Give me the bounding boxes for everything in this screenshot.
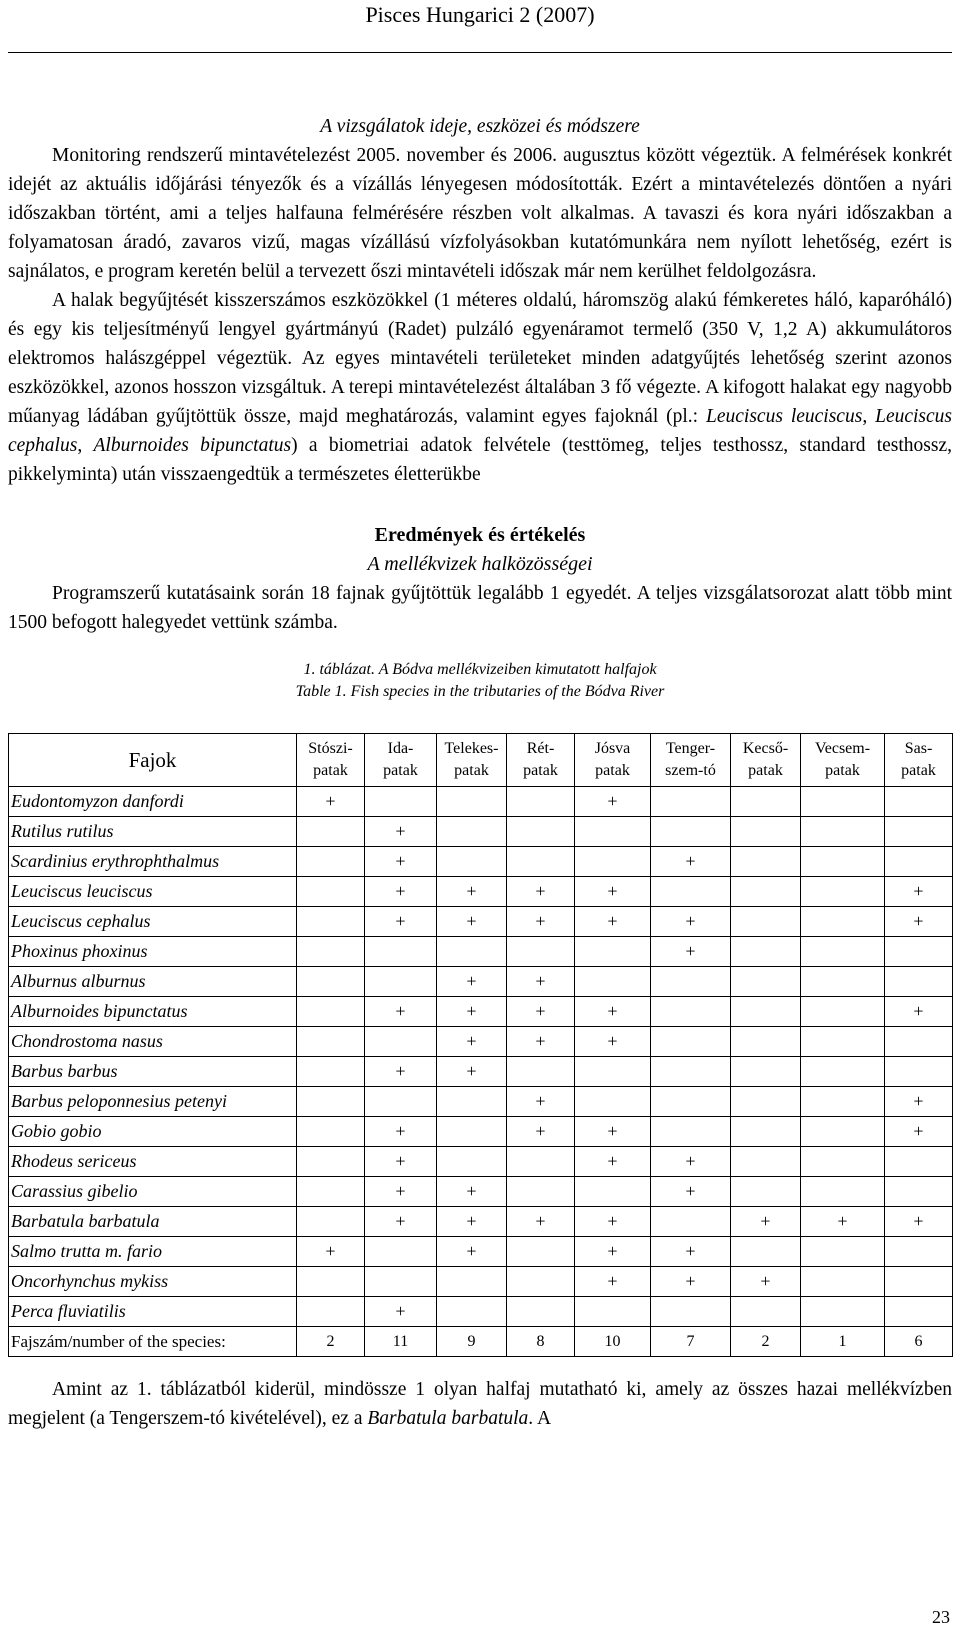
presence-cell	[575, 1057, 651, 1087]
presence-cell: +	[365, 1057, 437, 1087]
presence-cell	[507, 1237, 575, 1267]
table-row	[9, 1087, 953, 1117]
presence-cell	[885, 1297, 953, 1327]
presence-cell	[801, 1087, 885, 1117]
location-header-line-2: patak	[313, 762, 348, 779]
table-row	[9, 847, 953, 877]
species-name-cell: Alburnus alburnus	[9, 967, 297, 997]
location-header-line-2: patak	[523, 762, 558, 779]
presence-cell	[297, 1147, 365, 1177]
presence-cell	[801, 877, 885, 907]
results-heading: Eredmények és értékelés	[374, 524, 586, 546]
location-header-line-2: patak	[595, 762, 630, 779]
presence-cell: +	[365, 877, 437, 907]
presence-cell: +	[365, 1177, 437, 1207]
presence-cell	[297, 1297, 365, 1327]
presence-cell	[885, 937, 953, 967]
presence-cell	[885, 787, 953, 817]
presence-cell	[801, 1027, 885, 1057]
species-name-inline: Leuciscus leuciscus	[706, 406, 863, 427]
methods-paragraph-2-text-b: ) a biometriai adatok felvétele (testtömeg, teljes testhossz, standard testhossz, pikkelyminta) után visszaengedtük a természetes életterükbe	[8, 435, 953, 485]
species-count-cell: 8	[507, 1327, 575, 1357]
presence-cell	[885, 1027, 953, 1057]
presence-cell	[365, 967, 437, 997]
presence-cell	[731, 877, 801, 907]
presence-cell: +	[297, 1237, 365, 1267]
table-row	[9, 1117, 953, 1147]
presence-cell	[801, 847, 885, 877]
presence-cell: +	[437, 967, 507, 997]
presence-cell: +	[507, 877, 575, 907]
presence-cell: +	[437, 997, 507, 1027]
presence-cell: +	[575, 877, 651, 907]
presence-cell	[365, 1087, 437, 1117]
presence-cell: +	[365, 817, 437, 847]
presence-cell	[297, 847, 365, 877]
species-name-inline: Alburnoides bipunctatus	[93, 435, 292, 456]
methods-heading: A vizsgálatok ideje, eszközei és módszere	[320, 116, 640, 137]
species-count-cell: 10	[575, 1327, 651, 1357]
species-name-cell: Alburnoides bipunctatus	[9, 997, 297, 1027]
presence-cell: +	[801, 1207, 885, 1237]
species-name-cell: Perca fluviatilis	[9, 1297, 297, 1327]
species-name-cell: Leuciscus leuciscus	[9, 877, 297, 907]
table-row	[9, 1027, 953, 1057]
presence-cell: +	[575, 1207, 651, 1237]
presence-cell: +	[575, 1147, 651, 1177]
presence-cell	[297, 967, 365, 997]
species-name-cell: Phoxinus phoxinus	[9, 937, 297, 967]
species-name-cell: Oncorhynchus mykiss	[9, 1267, 297, 1297]
presence-cell: +	[365, 847, 437, 877]
presence-cell	[437, 937, 507, 967]
presence-cell	[885, 817, 953, 847]
presence-cell	[651, 1027, 731, 1057]
presence-cell	[885, 1147, 953, 1177]
presence-cell: +	[507, 1027, 575, 1057]
presence-cell	[801, 937, 885, 967]
species-name-cell: Barbus peloponnesius petenyi	[9, 1087, 297, 1117]
presence-cell	[731, 1117, 801, 1147]
presence-cell: +	[651, 1267, 731, 1297]
table-row	[9, 787, 953, 817]
species-count-cell: 7	[651, 1327, 731, 1357]
species-name-inline: Barbatula barbatula	[367, 1408, 529, 1429]
presence-cell	[297, 1057, 365, 1087]
presence-cell	[575, 937, 651, 967]
presence-cell	[801, 967, 885, 997]
results-subheading: A mellékvizek halközösségei	[367, 553, 593, 575]
species-name-cell: Leuciscus cephalus	[9, 907, 297, 937]
presence-cell	[297, 907, 365, 937]
presence-cell: +	[507, 967, 575, 997]
closing-paragraph	[8, 1375, 952, 1433]
presence-cell	[297, 1267, 365, 1297]
species-name-cell: Scardinius erythrophthalmus	[9, 847, 297, 877]
presence-cell: +	[507, 1117, 575, 1147]
presence-cell: +	[575, 1027, 651, 1057]
header-rule	[8, 52, 952, 53]
presence-cell	[651, 1057, 731, 1087]
location-header-line-1: Jósva	[594, 740, 631, 757]
presence-cell	[731, 937, 801, 967]
presence-cell	[801, 1297, 885, 1327]
presence-cell	[885, 1057, 953, 1087]
table-caption	[8, 659, 952, 703]
location-column-header	[651, 734, 731, 787]
presence-cell: +	[507, 1087, 575, 1117]
location-header-line-1: Rét-	[526, 740, 555, 757]
presence-cell: +	[365, 1207, 437, 1237]
presence-cell	[731, 1237, 801, 1267]
presence-cell	[507, 1267, 575, 1297]
presence-cell: +	[885, 877, 953, 907]
presence-cell	[297, 1177, 365, 1207]
presence-cell	[731, 817, 801, 847]
presence-cell: +	[885, 1117, 953, 1147]
presence-cell	[801, 1147, 885, 1177]
location-column-header	[885, 734, 953, 787]
presence-cell	[651, 1087, 731, 1117]
location-header-line-2: patak	[454, 762, 489, 779]
presence-cell	[297, 937, 365, 967]
presence-cell: +	[885, 1087, 953, 1117]
journal-header	[0, 0, 960, 30]
species-name-inline: Leuciscus cephalus	[8, 406, 953, 456]
presence-cell: +	[885, 907, 953, 937]
location-header-line-1: Kecső-	[742, 740, 789, 757]
presence-cell	[507, 1147, 575, 1177]
presence-cell	[575, 817, 651, 847]
presence-cell	[801, 1057, 885, 1087]
presence-cell	[651, 877, 731, 907]
separator: ,	[77, 435, 94, 456]
presence-cell: +	[731, 1267, 801, 1297]
presence-cell: +	[437, 877, 507, 907]
totals-label: Fajszám/number of the species:	[9, 1327, 297, 1357]
location-header-line-1: Telekes-	[444, 740, 499, 757]
species-name-cell: Salmo trutta m. fario	[9, 1237, 297, 1267]
table-caption-en: Table 1. Fish species in the tributaries of the Bódva River	[295, 683, 665, 700]
presence-cell	[731, 1297, 801, 1327]
presence-cell: +	[651, 1177, 731, 1207]
table-row	[9, 1057, 953, 1087]
presence-cell: +	[651, 937, 731, 967]
totals-row	[9, 1327, 953, 1357]
presence-cell	[575, 1297, 651, 1327]
location-column-header	[297, 734, 365, 787]
presence-cell: +	[731, 1207, 801, 1237]
table-row	[9, 877, 953, 907]
presence-cell	[731, 997, 801, 1027]
location-column-header	[575, 734, 651, 787]
presence-cell	[731, 967, 801, 997]
presence-cell	[365, 937, 437, 967]
presence-cell	[801, 1177, 885, 1207]
table-row	[9, 1237, 953, 1267]
species-name-cell: Chondrostoma nasus	[9, 1027, 297, 1057]
presence-cell	[575, 1087, 651, 1117]
table-row	[9, 1207, 953, 1237]
table-row	[9, 1297, 953, 1327]
presence-cell: +	[507, 1207, 575, 1237]
presence-cell: +	[365, 1147, 437, 1177]
species-name-cell: Rutilus rutilus	[9, 817, 297, 847]
presence-cell: +	[885, 1207, 953, 1237]
presence-cell	[885, 1237, 953, 1267]
presence-cell: +	[575, 787, 651, 817]
presence-cell: +	[575, 997, 651, 1027]
presence-cell	[507, 1177, 575, 1207]
location-header-line-1: Sas-	[904, 740, 933, 757]
presence-cell: +	[437, 1057, 507, 1087]
presence-cell	[437, 1147, 507, 1177]
presence-cell: +	[437, 1237, 507, 1267]
presence-cell	[507, 787, 575, 817]
presence-cell	[885, 1177, 953, 1207]
location-header-line-2: patak	[748, 762, 783, 779]
presence-cell	[651, 1297, 731, 1327]
presence-cell: +	[885, 997, 953, 1027]
closing-text-a: Amint az 1. táblázatból kiderül, mindössze 1 olyan halfaj mutatható ki, amely az összes hazai mellékvízben megjelent (a Tengerszem-tó kivételével), ez a	[8, 1379, 952, 1429]
species-name-cell: Eudontomyzon danfordi	[9, 787, 297, 817]
location-header-line-1: Stószi-	[308, 740, 353, 757]
location-header-line-1: Vecsem-	[814, 740, 871, 757]
species-name-cell: Rhodeus sericeus	[9, 1147, 297, 1177]
location-header-line-2: patak	[901, 762, 936, 779]
location-header-line-1: Tenger-	[665, 740, 716, 757]
presence-cell: +	[651, 1237, 731, 1267]
presence-cell: +	[365, 1117, 437, 1147]
presence-cell	[365, 1027, 437, 1057]
methods-paragraph-1: Monitoring rendszerű mintavételezést 2005. november és 2006. augusztus között végeztük. A felmérések konkrét idejét az aktuális időjárási tényezők és a vízállás lényegesen módosították. Ezért a mintavételezés döntően a nyári időszakban történt, ami a teljes halfauna felmérésére részben volt alkalmas. A tavaszi és kora nyári időszakban a folyamatosan áradó, zavaros vizű, magas vízállású vízfolyásokban kutatómunkára nem nyílott lehetőség, ezért is sajnálatos, e program keretén belül a tervezett őszi mintavételi időszak már nem kerülhet feldolgozásra.	[8, 145, 952, 282]
presence-cell: +	[651, 847, 731, 877]
location-column-header	[437, 734, 507, 787]
location-header-line-1: Ida-	[387, 740, 414, 757]
table-row	[9, 1147, 953, 1177]
page-number: 23	[932, 1607, 950, 1627]
presence-cell	[801, 1267, 885, 1297]
presence-cell	[885, 1267, 953, 1297]
presence-cell	[507, 1297, 575, 1327]
presence-cell	[731, 787, 801, 817]
location-column-header	[731, 734, 801, 787]
presence-cell	[801, 1117, 885, 1147]
table-caption-hu: 1. táblázat. A Bódva mellékvizeiben kimutatott halfajok	[303, 661, 657, 678]
presence-cell: +	[437, 1207, 507, 1237]
presence-cell: +	[507, 907, 575, 937]
separator: ,	[862, 406, 876, 427]
presence-cell	[731, 907, 801, 937]
presence-cell	[801, 907, 885, 937]
fish-species-table	[8, 733, 953, 1357]
presence-cell	[297, 997, 365, 1027]
presence-cell	[651, 787, 731, 817]
presence-cell	[437, 1297, 507, 1327]
species-name-cell: Barbatula barbatula	[9, 1207, 297, 1237]
presence-cell: +	[437, 1027, 507, 1057]
journal-title: Pisces Hungarici 2 (2007)	[365, 2, 595, 27]
results-paragraph: Programszerű kutatásaink során 18 fajnak gyűjtöttük legalább 1 egyedét. A teljes vizsgálatsorozat alatt több mint 1500 befogott halegyedet vettünk számba.	[8, 583, 952, 633]
species-name-cell: Gobio gobio	[9, 1117, 297, 1147]
presence-cell: +	[365, 997, 437, 1027]
presence-cell	[437, 1267, 507, 1297]
presence-cell	[885, 967, 953, 997]
location-header-line-2: patak	[825, 762, 860, 779]
presence-cell	[731, 1147, 801, 1177]
presence-cell	[437, 847, 507, 877]
presence-cell	[507, 937, 575, 967]
presence-cell	[437, 1087, 507, 1117]
presence-cell: +	[297, 787, 365, 817]
presence-cell	[575, 1177, 651, 1207]
species-column-header: Fajok	[9, 734, 297, 787]
presence-cell: +	[575, 907, 651, 937]
presence-cell	[297, 1087, 365, 1117]
presence-cell	[731, 1027, 801, 1057]
presence-cell	[507, 817, 575, 847]
presence-cell: +	[575, 1117, 651, 1147]
species-name-cell: Carassius gibelio	[9, 1177, 297, 1207]
presence-cell	[731, 1087, 801, 1117]
presence-cell: +	[575, 1237, 651, 1267]
presence-cell	[297, 1117, 365, 1147]
presence-cell: +	[365, 907, 437, 937]
species-count-cell: 9	[437, 1327, 507, 1357]
presence-cell	[297, 1027, 365, 1057]
presence-cell: +	[575, 1267, 651, 1297]
species-count-cell: 1	[801, 1327, 885, 1357]
presence-cell: +	[437, 907, 507, 937]
presence-cell	[731, 847, 801, 877]
presence-cell	[801, 997, 885, 1027]
presence-cell	[437, 1117, 507, 1147]
location-column-header	[801, 734, 885, 787]
presence-cell	[651, 997, 731, 1027]
presence-cell: +	[507, 997, 575, 1027]
presence-cell	[575, 847, 651, 877]
table-row	[9, 937, 953, 967]
location-column-header	[365, 734, 437, 787]
presence-cell	[801, 1237, 885, 1267]
article-body	[8, 112, 952, 1433]
species-count-cell: 6	[885, 1327, 953, 1357]
methods-paragraph-2-text-a: A halak begyűjtését kisszerszámos eszközökkel (1 méteres oldalú, háromszög alakú fémkeretes háló, kaparóháló) és egy kis teljesítményű lengyel gyártmányú (Radet) pulzáló egyenáramot termelő (350 V, 1,2 A) akkumulátoros elektromos halászgéppel végeztük. Az egyes mintavételi területeket minden adatgyűjtés lehetőség szerint azonos eszközökkel, azonos hosszon vizsgáltuk. A terepi mintavételezést általában 3 fő végezte. A kifogott halakat egy nagyobb műanyag ládában gyűjtöttük össze, majd meghatározás, valamint egyes fajoknál (pl.:	[8, 290, 952, 427]
presence-cell	[885, 847, 953, 877]
species-count-cell: 2	[731, 1327, 801, 1357]
species-count-cell: 11	[365, 1327, 437, 1357]
presence-cell	[507, 1057, 575, 1087]
presence-cell	[297, 817, 365, 847]
table-row	[9, 1177, 953, 1207]
presence-cell	[437, 817, 507, 847]
presence-cell	[731, 1057, 801, 1087]
location-header-line-2: szem-tó	[665, 762, 716, 779]
table-row	[9, 1267, 953, 1297]
presence-cell	[297, 877, 365, 907]
table-header-row	[9, 734, 953, 787]
presence-cell	[297, 1207, 365, 1237]
presence-cell	[651, 817, 731, 847]
table-body	[9, 787, 953, 1357]
presence-cell: +	[651, 907, 731, 937]
table-row	[9, 907, 953, 937]
presence-cell	[651, 967, 731, 997]
presence-cell: +	[651, 1147, 731, 1177]
presence-cell: +	[437, 1177, 507, 1207]
presence-cell	[651, 1207, 731, 1237]
presence-cell	[507, 847, 575, 877]
location-header-line-2: patak	[383, 762, 418, 779]
presence-cell	[437, 787, 507, 817]
table-row	[9, 817, 953, 847]
presence-cell	[365, 1267, 437, 1297]
presence-cell: +	[365, 1297, 437, 1327]
presence-cell	[801, 817, 885, 847]
closing-text-b: . A	[528, 1408, 552, 1429]
presence-cell	[651, 1117, 731, 1147]
species-name-cell: Barbus barbus	[9, 1057, 297, 1087]
presence-cell	[801, 787, 885, 817]
presence-cell	[731, 1177, 801, 1207]
table-row	[9, 967, 953, 997]
presence-cell	[365, 1237, 437, 1267]
presence-cell	[365, 787, 437, 817]
species-count-cell: 2	[297, 1327, 365, 1357]
location-column-header	[507, 734, 575, 787]
methods-paragraph-2	[8, 286, 952, 489]
table-row	[9, 997, 953, 1027]
presence-cell	[575, 967, 651, 997]
